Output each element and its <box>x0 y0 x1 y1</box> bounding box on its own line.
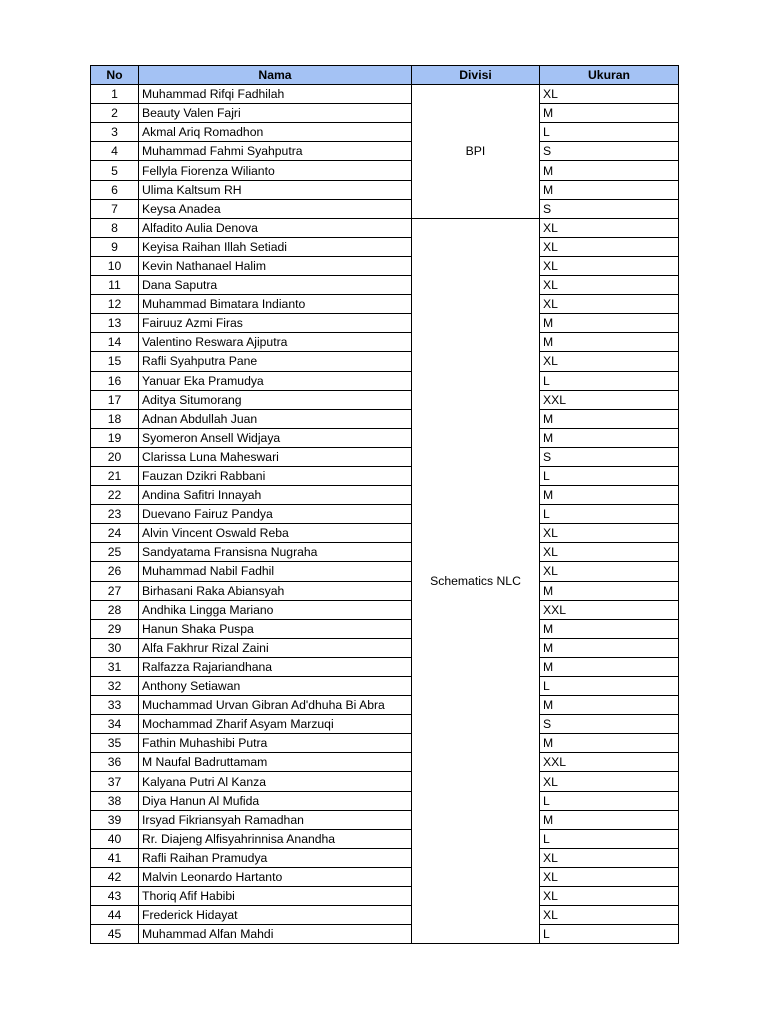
row-number: 1 <box>91 85 139 104</box>
row-nama: Ralfazza Rajariandhana <box>139 657 412 676</box>
row-ukuran: M <box>540 104 679 123</box>
row-number: 22 <box>91 486 139 505</box>
table-row <box>91 753 679 772</box>
table-row <box>91 657 679 676</box>
table-row <box>91 104 679 123</box>
row-nama: Akmal Ariq Romadhon <box>139 123 412 142</box>
row-number: 23 <box>91 505 139 524</box>
row-nama: Hanun Shaka Puspa <box>139 619 412 638</box>
row-ukuran: XL <box>540 352 679 371</box>
table-row <box>91 677 679 696</box>
table-row <box>91 600 679 619</box>
row-nama: Malvin Leonardo Hartanto <box>139 867 412 886</box>
row-nama: Alfa Fakhrur Rizal Zaini <box>139 638 412 657</box>
table-row <box>91 925 679 944</box>
row-ukuran: XL <box>540 906 679 925</box>
row-ukuran: S <box>540 715 679 734</box>
row-ukuran: M <box>540 180 679 199</box>
row-ukuran: XXL <box>540 600 679 619</box>
row-number: 36 <box>91 753 139 772</box>
row-number: 24 <box>91 524 139 543</box>
table-row <box>91 772 679 791</box>
row-nama: Keyisa Raihan Illah Setiadi <box>139 237 412 256</box>
table-row <box>91 791 679 810</box>
row-ukuran: L <box>540 829 679 848</box>
row-ukuran: XL <box>540 218 679 237</box>
header-nama: Nama <box>139 66 412 85</box>
row-nama: Clarissa Luna Maheswari <box>139 447 412 466</box>
table-row <box>91 218 679 237</box>
row-nama: Duevano Fairuz Pandya <box>139 505 412 524</box>
row-nama: Birhasani Raka Abiansyah <box>139 581 412 600</box>
row-number: 18 <box>91 409 139 428</box>
row-nama: M Naufal Badruttamam <box>139 753 412 772</box>
row-number: 8 <box>91 218 139 237</box>
row-nama: Valentino Reswara Ajiputra <box>139 333 412 352</box>
table-row <box>91 619 679 638</box>
participant-table <box>90 65 679 944</box>
row-number: 32 <box>91 677 139 696</box>
row-number: 2 <box>91 104 139 123</box>
table-row <box>91 447 679 466</box>
row-number: 13 <box>91 314 139 333</box>
row-number: 5 <box>91 161 139 180</box>
row-nama: Fauzan Dzikri Rabbani <box>139 466 412 485</box>
row-number: 40 <box>91 829 139 848</box>
row-number: 17 <box>91 390 139 409</box>
row-nama: Syomeron Ansell Widjaya <box>139 428 412 447</box>
division-cell: BPI <box>412 85 540 219</box>
row-ukuran: XL <box>540 524 679 543</box>
row-number: 27 <box>91 581 139 600</box>
table-row <box>91 638 679 657</box>
row-ukuran: XL <box>540 85 679 104</box>
table-row <box>91 715 679 734</box>
row-ukuran: S <box>540 447 679 466</box>
row-number: 3 <box>91 123 139 142</box>
row-nama: Adnan Abdullah Juan <box>139 409 412 428</box>
row-number: 10 <box>91 256 139 275</box>
row-nama: Alfadito Aulia Denova <box>139 218 412 237</box>
row-number: 37 <box>91 772 139 791</box>
table-row <box>91 333 679 352</box>
table-row <box>91 867 679 886</box>
row-nama: Fellyla Fiorenza Wilianto <box>139 161 412 180</box>
division-cell: Schematics NLC <box>412 218 540 944</box>
row-nama: Yanuar Eka Pramudya <box>139 371 412 390</box>
row-ukuran: XL <box>540 772 679 791</box>
table-row <box>91 696 679 715</box>
table-row <box>91 829 679 848</box>
table-row <box>91 848 679 867</box>
row-number: 6 <box>91 180 139 199</box>
row-number: 21 <box>91 466 139 485</box>
row-ukuran: L <box>540 505 679 524</box>
row-nama: Kalyana Putri Al Kanza <box>139 772 412 791</box>
row-ukuran: M <box>540 696 679 715</box>
table-row <box>91 85 679 104</box>
row-nama: Kevin Nathanael Halim <box>139 256 412 275</box>
row-number: 45 <box>91 925 139 944</box>
table-row <box>91 887 679 906</box>
row-ukuran: L <box>540 677 679 696</box>
table-row <box>91 524 679 543</box>
row-ukuran: XL <box>540 867 679 886</box>
row-ukuran: XL <box>540 562 679 581</box>
table-row <box>91 581 679 600</box>
row-nama: Sandyatama Fransisna Nugraha <box>139 543 412 562</box>
row-ukuran: L <box>540 925 679 944</box>
row-ukuran: S <box>540 199 679 218</box>
table-row <box>91 180 679 199</box>
table-row <box>91 486 679 505</box>
table-body <box>91 85 679 944</box>
row-ukuran: L <box>540 791 679 810</box>
row-ukuran: XL <box>540 848 679 867</box>
table-row <box>91 142 679 161</box>
row-nama: Irsyad Fikriansyah Ramadhan <box>139 810 412 829</box>
row-number: 28 <box>91 600 139 619</box>
row-nama: Rr. Diajeng Alfisyahrinnisa Anandha <box>139 829 412 848</box>
row-number: 14 <box>91 333 139 352</box>
row-nama: Rafli Raihan Pramudya <box>139 848 412 867</box>
row-ukuran: M <box>540 619 679 638</box>
table-row <box>91 123 679 142</box>
row-ukuran: L <box>540 466 679 485</box>
row-ukuran: M <box>540 810 679 829</box>
row-number: 12 <box>91 295 139 314</box>
table-row <box>91 161 679 180</box>
row-ukuran: XL <box>540 295 679 314</box>
row-number: 25 <box>91 543 139 562</box>
table-row <box>91 428 679 447</box>
row-number: 43 <box>91 887 139 906</box>
row-nama: Dana Saputra <box>139 276 412 295</box>
row-ukuran: M <box>540 581 679 600</box>
row-number: 29 <box>91 619 139 638</box>
row-ukuran: M <box>540 638 679 657</box>
table-header <box>91 66 679 85</box>
table-row <box>91 810 679 829</box>
row-nama: Muhammad Alfan Mahdi <box>139 925 412 944</box>
row-number: 33 <box>91 696 139 715</box>
row-ukuran: M <box>540 428 679 447</box>
row-ukuran: M <box>540 409 679 428</box>
row-ukuran: M <box>540 657 679 676</box>
row-nama: Muhammad Fahmi Syahputra <box>139 142 412 161</box>
row-nama: Keysa Anadea <box>139 199 412 218</box>
row-ukuran: L <box>540 371 679 390</box>
row-number: 7 <box>91 199 139 218</box>
row-number: 19 <box>91 428 139 447</box>
table-row <box>91 466 679 485</box>
row-nama: Andhika Lingga Mariano <box>139 600 412 619</box>
row-nama: Fairuuz Azmi Firas <box>139 314 412 333</box>
table-row <box>91 256 679 275</box>
row-nama: Aditya Situmorang <box>139 390 412 409</box>
table-row <box>91 371 679 390</box>
row-number: 11 <box>91 276 139 295</box>
row-nama: Thoriq Afif Habibi <box>139 887 412 906</box>
table-row <box>91 906 679 925</box>
row-number: 9 <box>91 237 139 256</box>
row-ukuran: XL <box>540 237 679 256</box>
row-number: 42 <box>91 867 139 886</box>
row-ukuran: M <box>540 314 679 333</box>
table-row <box>91 276 679 295</box>
row-ukuran: L <box>540 123 679 142</box>
row-nama: Alvin Vincent Oswald Reba <box>139 524 412 543</box>
row-nama: Beauty Valen Fajri <box>139 104 412 123</box>
row-nama: Muhammad Nabil Fadhil <box>139 562 412 581</box>
row-ukuran: XXL <box>540 390 679 409</box>
row-ukuran: M <box>540 161 679 180</box>
row-ukuran: M <box>540 486 679 505</box>
table-row <box>91 543 679 562</box>
row-ukuran: M <box>540 333 679 352</box>
row-number: 31 <box>91 657 139 676</box>
row-number: 38 <box>91 791 139 810</box>
row-nama: Mochammad Zharif Asyam Marzuqi <box>139 715 412 734</box>
row-number: 4 <box>91 142 139 161</box>
row-ukuran: XXL <box>540 753 679 772</box>
row-nama: Muhammad Rifqi Fadhilah <box>139 85 412 104</box>
header-row <box>91 66 679 85</box>
row-number: 39 <box>91 810 139 829</box>
table-row <box>91 505 679 524</box>
row-ukuran: S <box>540 142 679 161</box>
row-nama: Ulima Kaltsum RH <box>139 180 412 199</box>
table-row <box>91 295 679 314</box>
row-nama: Andina Safitri Innayah <box>139 486 412 505</box>
table-row <box>91 199 679 218</box>
table-row <box>91 314 679 333</box>
row-number: 34 <box>91 715 139 734</box>
table-row <box>91 409 679 428</box>
row-ukuran: XL <box>540 887 679 906</box>
row-nama: Diya Hanun Al Mufida <box>139 791 412 810</box>
row-nama: Frederick Hidayat <box>139 906 412 925</box>
row-nama: Rafli Syahputra Pane <box>139 352 412 371</box>
row-nama: Anthony Setiawan <box>139 677 412 696</box>
header-divisi: Divisi <box>412 66 540 85</box>
row-ukuran: XL <box>540 543 679 562</box>
table-row <box>91 734 679 753</box>
table-row <box>91 352 679 371</box>
row-number: 16 <box>91 371 139 390</box>
row-nama: Fathin Muhashibi Putra <box>139 734 412 753</box>
row-ukuran: XL <box>540 256 679 275</box>
row-number: 26 <box>91 562 139 581</box>
header-no: No <box>91 66 139 85</box>
row-nama: Muhammad Bimatara Indianto <box>139 295 412 314</box>
row-number: 44 <box>91 906 139 925</box>
row-ukuran: M <box>540 734 679 753</box>
row-number: 41 <box>91 848 139 867</box>
row-number: 30 <box>91 638 139 657</box>
row-number: 35 <box>91 734 139 753</box>
row-nama: Muchammad Urvan Gibran Ad'dhuha Bi Abra <box>139 696 412 715</box>
table-row <box>91 390 679 409</box>
table-row <box>91 237 679 256</box>
row-number: 20 <box>91 447 139 466</box>
header-ukuran: Ukuran <box>540 66 679 85</box>
row-ukuran: XL <box>540 276 679 295</box>
row-number: 15 <box>91 352 139 371</box>
table-row <box>91 562 679 581</box>
